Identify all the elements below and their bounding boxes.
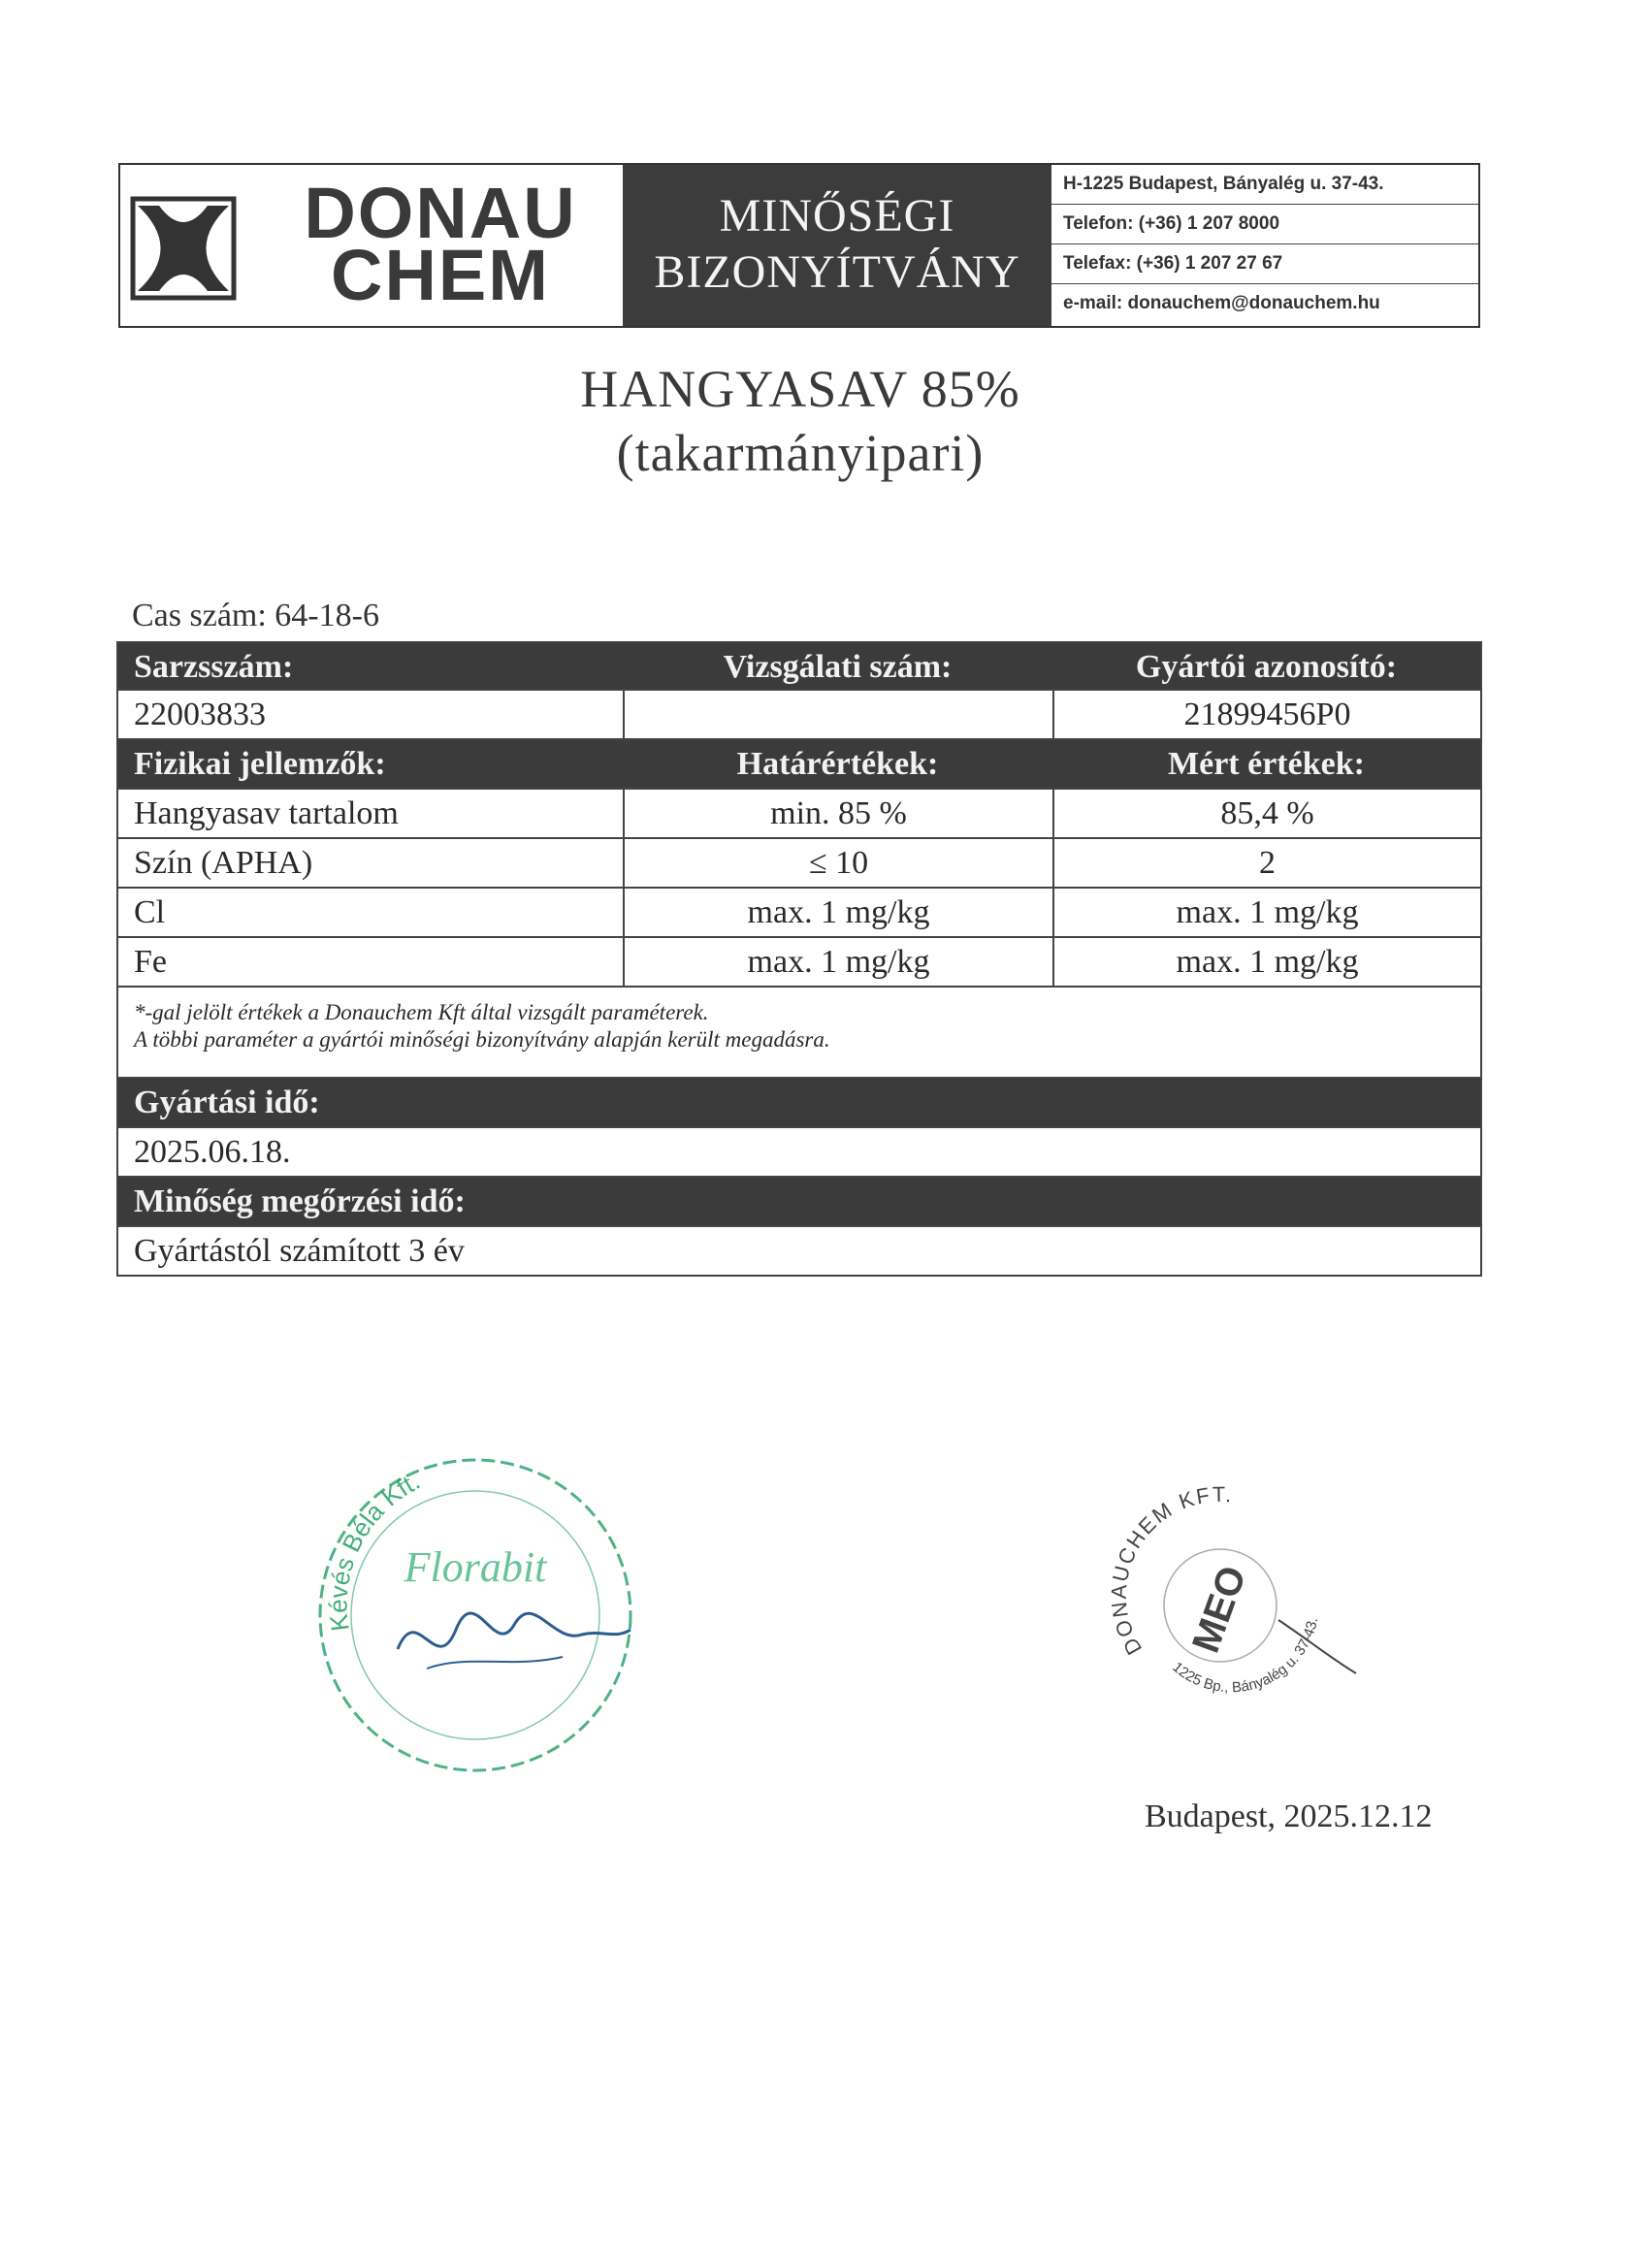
limits-header: Határértékek: — [736, 746, 939, 782]
logo-wordmark — [266, 173, 615, 315]
cas-number: Cas szám: 64-18-6 — [132, 598, 379, 633]
green-stamp-center-text: Florabit — [404, 1543, 547, 1591]
table-row — [116, 839, 1482, 889]
company-stamp-icon — [291, 1436, 660, 1785]
table-row — [116, 790, 1482, 839]
property-limit: min. 85 % — [623, 790, 1052, 837]
property-header: Fizikai jellemzők: — [134, 746, 386, 782]
product-subtitle: (takarmányipari) — [616, 424, 985, 482]
contact-email: e-mail: donauchem@donauchem.hu — [1063, 293, 1380, 313]
manufacturer-id-header: Gyártói azonosító: — [1135, 649, 1398, 685]
contact-fax: Telefax: (+36) 1 207 27 67 — [1051, 244, 1478, 284]
footnote-row — [116, 988, 1482, 1079]
meo-stamp-ring-text: DONAUCHEM KFT. — [1106, 1481, 1235, 1660]
contact-info — [1051, 165, 1478, 326]
contact-address: H-1225 Budapest, Bányalég u. 37-43. — [1051, 165, 1478, 205]
certificate-title — [623, 165, 1051, 326]
shelf-life-row — [116, 1227, 1482, 1277]
certificate-title-line-1: MINŐSÉGI — [719, 190, 955, 242]
production-date-row — [116, 1128, 1482, 1178]
batch-header: Sarzsszám: — [134, 649, 294, 685]
batch-value: 22003833 — [134, 697, 266, 732]
meo-stamp-center-text: MEO — [1183, 1560, 1255, 1659]
production-date-header-row — [116, 1079, 1482, 1128]
property-measured: max. 1 mg/kg — [1052, 889, 1480, 936]
shelf-life-label: Minőség megőrzési idő: — [134, 1183, 466, 1219]
green-stamp-ring-text: Kévés Béla Kft. — [323, 1466, 425, 1634]
ids-value-row — [116, 691, 1482, 740]
property-limit: max. 1 mg/kg — [623, 889, 1052, 936]
donauchem-logo-icon — [130, 196, 237, 301]
ids-header-row — [116, 641, 1482, 691]
measured-header: Mért értékek: — [1168, 746, 1365, 782]
footnote — [118, 988, 1480, 1053]
company-logo — [120, 165, 623, 326]
meo-stamp-icon — [1084, 1474, 1366, 1727]
shelf-life-header-row — [116, 1178, 1482, 1227]
footnote-line-2: A többi paraméter a gyártói minőségi bizonyítvány alapján került megadásra. — [134, 1027, 830, 1052]
table-row — [116, 938, 1482, 988]
table-row — [116, 889, 1482, 938]
meo-stamp-address-text: 1225 Bp., Bányalég u. 37-43. — [1169, 1616, 1322, 1697]
document-header — [118, 163, 1480, 328]
shelf-life-value: Gyártástól számított 3 év — [134, 1233, 465, 1269]
property-limit: max. 1 mg/kg — [623, 938, 1052, 986]
certificate-title-line-2: BIZONYÍTVÁNY — [654, 246, 1020, 298]
property-name: Cl — [134, 894, 166, 930]
property-measured: max. 1 mg/kg — [1052, 938, 1480, 986]
product-title — [0, 357, 1600, 485]
contact-phone: Telefon: (+36) 1 207 8000 — [1051, 205, 1478, 244]
logo-line-1: DONAU — [304, 173, 577, 253]
properties-header-row — [116, 740, 1482, 790]
property-limit: ≤ 10 — [623, 839, 1052, 887]
place-and-date: Budapest, 2025.12.12 — [1145, 1798, 1433, 1834]
production-date-value: 2025.06.18. — [134, 1134, 291, 1170]
certificate-table — [116, 641, 1482, 1277]
production-date-label: Gyártási idő: — [134, 1085, 320, 1120]
property-name: Fe — [134, 944, 167, 980]
manufacturer-id-value: 21899456P0 — [1052, 691, 1480, 738]
property-name: Hangyasav tartalom — [134, 795, 399, 831]
property-name: Szín (APHA) — [134, 845, 313, 881]
footnote-line-1: *-gal jelölt értékek a Donauchem Kft által vizsgált paraméterek. — [134, 1000, 709, 1024]
property-measured: 85,4 % — [1052, 790, 1480, 837]
product-name: HANGYASAV 85% — [580, 360, 1020, 418]
property-measured: 2 — [1052, 839, 1480, 887]
logo-line-2: CHEM — [331, 235, 550, 315]
test-number-header: Vizsgálati szám: — [723, 649, 953, 685]
test-number-value — [623, 691, 1052, 738]
